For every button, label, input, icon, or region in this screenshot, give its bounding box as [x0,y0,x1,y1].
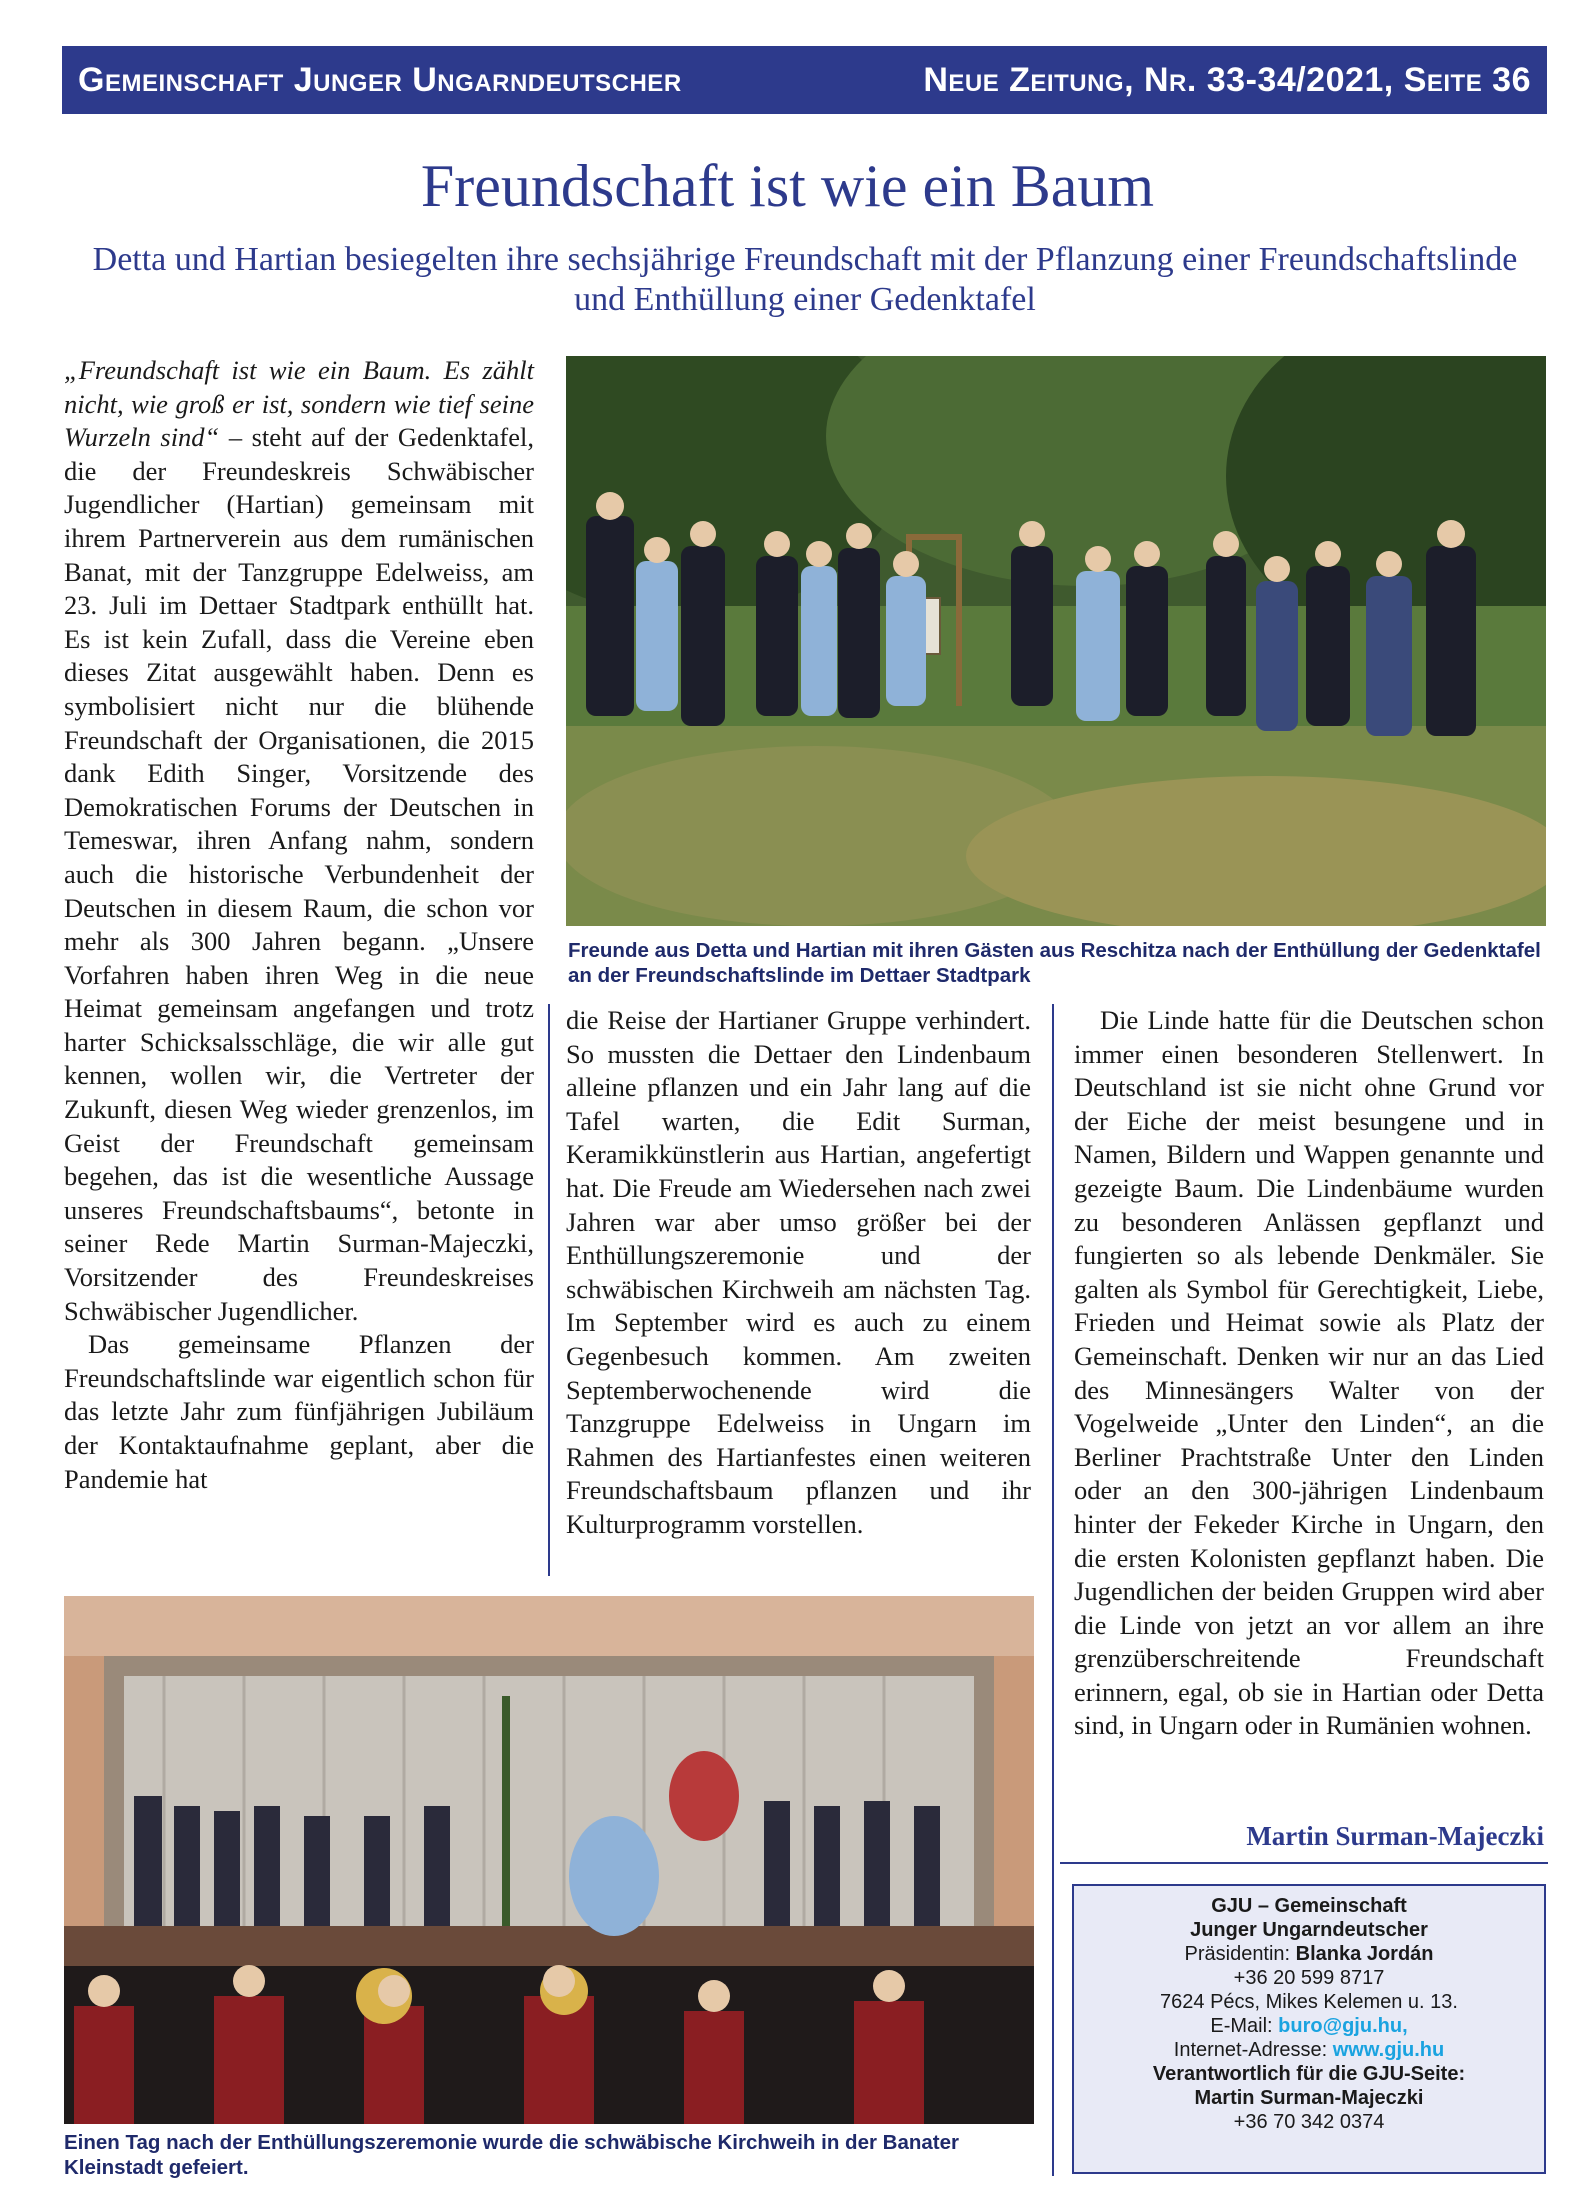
article-title: Freundschaft ist wie ein Baum [420,153,1155,219]
web-label: Internet-Adresse: [1173,2039,1333,2061]
president-line [1074,1942,1544,1966]
president-name: Blanka Jordán [1295,1943,1434,1965]
text-column-2 [566,1004,1031,1542]
web-line [1074,2038,1544,2062]
photo-1-caption: Freunde aus Detta und Hartian mit ihren Gästen aus Reschitza nach der Enthüllung der Gedenktafel an der Freundschaftslinde im Dettaer Stadtpark [568,939,1541,987]
author-byline: Martin Surman-Majeczki [1246,1821,1544,1851]
postal-address: 7624 Pécs, Mikes Kelemen u. 13. [1160,1991,1458,2013]
gju-contact-box [1072,1884,1546,2174]
text-column-3 [1074,1004,1544,1743]
page-header [62,46,1547,114]
phone-1: +36 20 599 8717 [1233,1967,1385,1989]
responsible-label: Verantwortlich für die GJU-Seite: [1152,2063,1466,2085]
column-divider-2 [1052,1004,1054,2176]
article-subtitle: Detta und Hartian besiegelten ihre sechsjährige Freundschaft mit der Pflanzung einer Freundschaftslinde und Enthüllung einer Gedenktafel [92,241,1518,318]
email-link[interactable]: buro@gju.hu, [1278,2015,1408,2037]
email-line [1074,2014,1544,2038]
byline-divider [1060,1862,1548,1864]
header-section-name: Gemeinschaft Junger Ungarndeutscher [78,60,682,99]
email-label: E-Mail: [1210,2015,1279,2037]
paragraph-1 [64,354,534,1328]
org-name-line-1: GJU – Gemeinschaft [1211,1895,1407,1917]
column-divider-1 [548,1004,550,1576]
text-column-1 [64,354,534,1496]
responsible-name: Martin Surman-Majeczki [1194,2087,1424,2109]
org-name-line-2: Junger Ungarndeutscher [1190,1919,1428,1941]
photo-kirchweih-stage [64,1596,1034,2124]
paragraph-1-text: – steht auf der Gedenktafel, die der Freundeskreis Schwäbischer Jugendlicher (Hartian) gemeinsam mit ihrem Partnerverein aus dem rumänischen Banat, mit der Tanzgruppe Edelweiss, am 23. Juli im Dettaer Stadtpark enthüllt hat. Es ist kein Zufall, dass die Vereine eben dieses Zitat ausgewählt haben. Denn es symbolisiert nicht nur die blühende Freundschaft der Organisationen, die 2015 dank Edith Singer, Vorsitzende des Demokratischen Forums der Deutschen in Temeswar, ihren Anfang nahm, sondern auch die historische Verbundenheit der Deutschen in diesem Raum, die schon vor mehr als 300 Jahren begann. „Unsere Vorfahren haben ihren Weg in die neue Heimat gemeinsam angefangen und trotz harter Schicksalsschläge, die wir alle gut kennen, wollen wir, die Vertreter der Zukunft, diesen Weg wieder grenzenlos, im Geist der Freundschaft gemeinsam begehen, das ist die wesentliche Aussage unseres Freundschaftsbaums“, betonte in seiner Rede Martin Surman-Majeczki, Vorsitzender des Freundeskreises Schwäbischer Jugendlicher. [64,422,534,1326]
paragraph-3: die Reise der Hartianer Gruppe verhindert. So mussten die Dettaer den Lindenbaum alleine pflanzen und ein Jahr lang auf die Tafel warten, die Edit Surman, Keramikkünstlerin aus Hartian, angefertigt hat. Die Freude am Wiedersehen nach zwei Jahren war aber umso größer bei der Enthüllungszeremonie und der schwäbischen Kirchweih am nächsten Tag. Im September wird es auch zu einem Gegenbesuch kommen. Am zweiten Septemberwochenende wird die Tanzgruppe Edelweiss in Ungarn im Rahmen des Hartianfestes einen weiteren Freundschaftsbaum pflanzen und ihr Kulturprogramm vorstellen. [566,1005,1031,1539]
paragraph-2: Das gemeinsame Pflanzen der Freundschaftslinde war eigentlich schon für das letzte Jahr zum fünfjährigen Jubiläum der Kontaktaufnahme geplant, aber die Pandemie hat [64,1329,534,1494]
photo-2-caption: Einen Tag nach der Enthüllungszeremonie wurde die schwäbische Kirchweih in der Banater Kleinstadt gefeiert. [64,2131,959,2179]
opening-quote: „Freundschaft ist wie ein Baum. Es zählt nicht, wie groß er ist, sondern wie tief seine Wurzeln sind“ [64,355,534,453]
web-link[interactable]: www.gju.hu [1332,2039,1445,2061]
phone-2: +36 70 342 0374 [1233,2111,1385,2133]
photo-group-at-linden-tree [566,356,1546,926]
paragraph-4: Die Linde hatte für die Deutschen schon immer einen besonderen Stellenwert. In Deutschland ist sie nicht ohne Grund vor der Eiche der meist besungene und in Namen, Bildern und Wappen genannte und gezeigte Baum. Die Lindenbäume wurden zu besonderen Anlässen gepflanzt und fungierten so als lebende Denkmäler. Sie galten als Symbol für Gerechtigkeit, Liebe, Frieden und Heimat sowie als Platz der Gemeinschaft. Denken wir nur an das Lied des Minnesängers Walter von der Vogelweide „Unter den Linden“, an die Berliner Prachtstraße Unter den Linden oder an den 300-jährigen Lindenbaum hinter der Fekeder Kirche in Ungarn, den die ersten Kolonisten gepflanzt haben. Die Jugendlichen der beiden Gruppen wird aber die Linde von jetzt an vor allem an ihre grenzüberschreitende Freundschaft erinnern, egal, ob sie in Hartian oder Detta sind, in Ungarn oder in Rumänien wohnen. [1074,1005,1544,1741]
header-issue-info: Neue Zeitung, Nr. 33-34/2021, Seite 36 [923,60,1531,99]
president-label: Präsidentin: [1184,1943,1296,1965]
